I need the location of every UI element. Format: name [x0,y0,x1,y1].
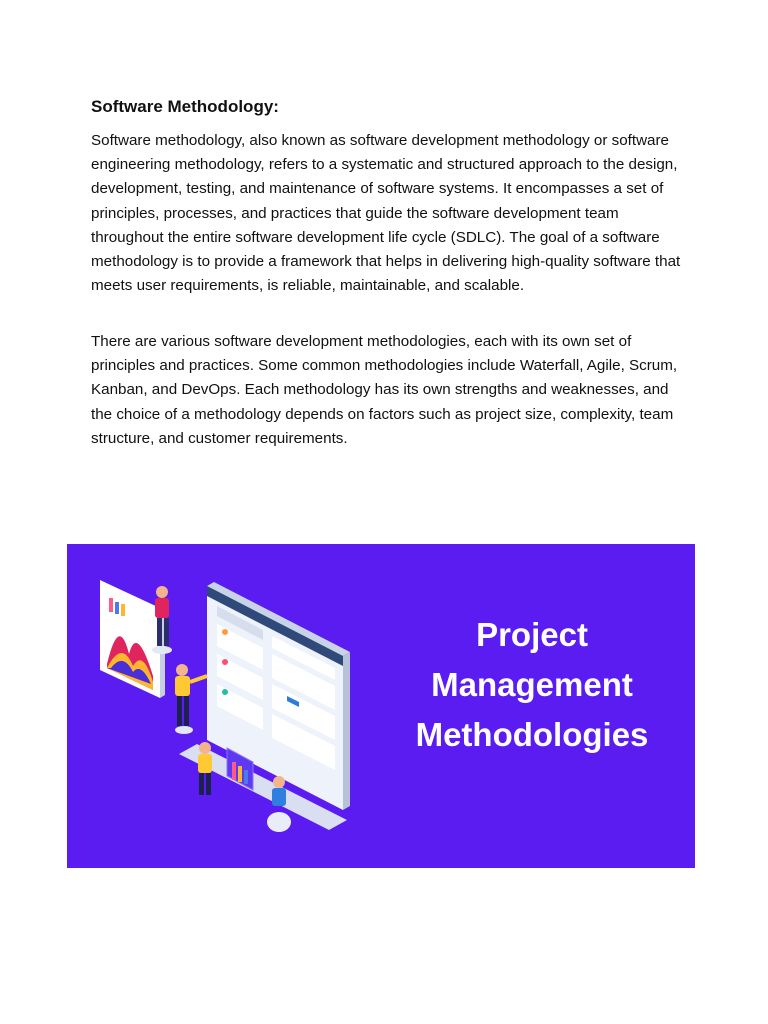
banner-title-line: Project [476,616,588,653]
banner-title-line: Management [431,666,633,703]
banner-title [397,610,667,760]
paragraph-methodologies: There are various software development methodologies, each with its own set of principles and practices. Some common methodologies include Waterfall, Agile, Scrum, Kanban, and DevOps. Each methodology has its own strengths and weaknesses, and the choice of a methodology depends on factors such as project size, complexity, team structure, and customer requirements. [91,333,678,447]
paragraph-intro: Software methodology, also known as software development methodology or software engineering methodology, refers to a systematic and structured approach to the design, development, testing, and maintenance of software systems. It encompasses a set of principles, processes, and practices that guide the software development team throughout the entire software development life cycle (SDLC). The goal of a software methodology is to provide a framework that helps in delivering high-quality software that meets user requirements, is reliable, maintainable, and scalable. [91,132,681,295]
project-management-banner [67,544,695,868]
section-heading: Software Methodology: [91,97,279,116]
banner-title-line: Methodologies [415,716,649,753]
